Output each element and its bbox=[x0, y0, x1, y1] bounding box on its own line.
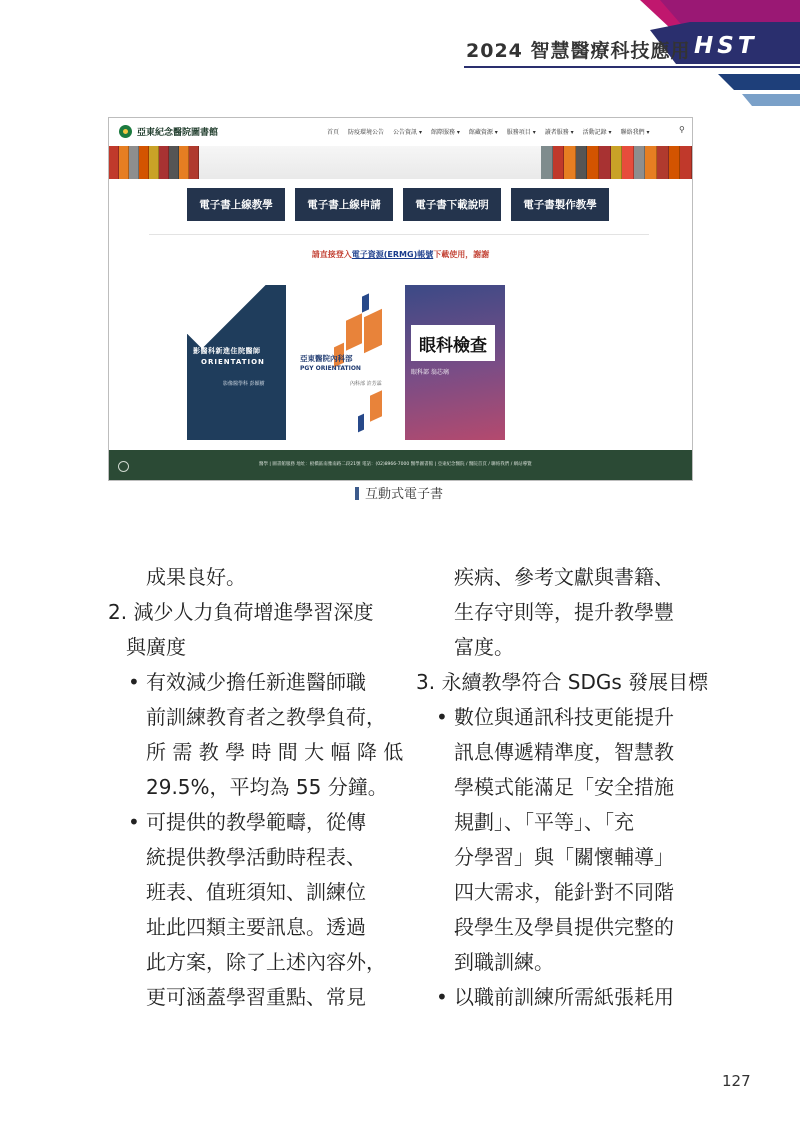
numbered-heading: 2. 減少人力負荷增進學習深度 bbox=[108, 600, 374, 624]
body-line: 成果良好。 bbox=[146, 565, 246, 589]
body-line: 富度。 bbox=[454, 635, 514, 659]
body-line: 班表、值班須知、訓練位 bbox=[146, 880, 366, 904]
numbered-heading: 3. 永續教學符合 SDGs 發展目標 bbox=[416, 670, 709, 694]
nav-item: 館藏資源 ▾ bbox=[468, 129, 498, 136]
nav-item: 讀者服務 ▾ bbox=[544, 129, 574, 136]
ebook-cover-radiology bbox=[187, 285, 286, 440]
hospital-logo-icon bbox=[119, 125, 132, 138]
body-line: 規劃」、「平等」、「充 bbox=[454, 810, 634, 834]
book-author: 眼科部 翁芯璃 bbox=[411, 369, 449, 376]
book-author: 內科部 許芳霖 bbox=[350, 381, 382, 387]
ebook-cover-ophthalmology bbox=[405, 285, 505, 440]
ebook-button-row bbox=[187, 188, 609, 221]
body-line: 學模式能滿足「安全措施 bbox=[454, 775, 674, 799]
bookshelf-banner-right bbox=[541, 146, 692, 179]
ebook-download-button: 電子書下載說明 bbox=[403, 188, 501, 221]
body-line: 前訓練教育者之教學負荷， bbox=[146, 705, 386, 729]
footer-logo-icon bbox=[118, 461, 129, 472]
banner-background bbox=[199, 146, 541, 179]
ebook-apply-button: 電子書上線申請 bbox=[295, 188, 393, 221]
nav-item: 服務項目 ▾ bbox=[506, 129, 536, 136]
body-line: 址此四類主要訊息。透過 bbox=[146, 915, 366, 939]
nav-item: 聯絡我們 ▾ bbox=[620, 129, 650, 136]
body-line: 到職訓練。 bbox=[454, 950, 554, 974]
caption-text: 互動式電子書 bbox=[365, 487, 444, 502]
book-subtitle: PGY ORIENTATION bbox=[300, 365, 361, 372]
nav-item: 活動記錄 ▾ bbox=[582, 129, 612, 136]
ebook-website-screenshot bbox=[108, 117, 693, 481]
nav-item: 館際服務 ▾ bbox=[430, 129, 460, 136]
body-line: 所 需 教 學 時 間 大 幅 降 低 bbox=[146, 740, 404, 764]
body-line: 四大需求，能針對不同階 bbox=[454, 880, 674, 904]
body-line: 疾病、參考文獻與書籍、 bbox=[454, 565, 674, 589]
header-rule bbox=[464, 66, 800, 68]
body-line: 此方案，除了上述內容外， bbox=[146, 950, 386, 974]
body-line: 29.5%，平均為 55 分鐘。 bbox=[146, 775, 388, 799]
body-line: 段學生及學員提供完整的 bbox=[454, 915, 674, 939]
brand-logo: HST bbox=[694, 33, 758, 59]
ebook-tutorial-button: 電子書上線教學 bbox=[187, 188, 285, 221]
notice-text: 下載使用，謝謝 bbox=[433, 250, 490, 259]
ebook-make-button: 電子書製作教學 bbox=[511, 188, 609, 221]
ebook-cover-internal-medicine bbox=[294, 285, 396, 440]
section-divider bbox=[149, 234, 649, 235]
bullet-line: 有效減少擔任新進醫師職 bbox=[146, 670, 366, 694]
book-title: 亞東醫院內科部 bbox=[300, 354, 353, 363]
site-footer bbox=[109, 450, 692, 480]
book-author: 影像醫學科 彭穎樹 bbox=[223, 381, 265, 387]
bullet-line: 數位與通訊科技更能提升 bbox=[454, 705, 674, 729]
bookshelf-banner-left bbox=[109, 146, 199, 179]
body-line: 統提供教學活動時程表、 bbox=[146, 845, 366, 869]
body-line: 更可涵蓋學習重點、常見 bbox=[146, 985, 366, 1009]
bullet-line: 以職前訓練所需紙張耗用 bbox=[454, 985, 674, 1009]
search-icon: ⚲ bbox=[679, 125, 685, 134]
nav-item: 防疫環境公告 bbox=[348, 129, 385, 136]
book-subtitle: ORIENTATION bbox=[201, 358, 265, 366]
library-name: 亞東紀念醫院圖書館 bbox=[137, 128, 219, 138]
numbered-heading-cont: 與廣度 bbox=[126, 635, 186, 659]
bullet-line: 可提供的教學範疇，從傳 bbox=[146, 810, 366, 834]
bullet-dot: • bbox=[128, 810, 140, 834]
footer-text: 醫學 | 圖書館服務 地址：板橋區南雅南路二段21號 電話：(02)8966-7000 醫學圖書館 | 亞東紀念醫院 / 醫院首頁 / 聯絡我們 / 網站導覽 bbox=[259, 462, 532, 467]
book-title: 眼科檢查 bbox=[411, 325, 495, 361]
figure-caption bbox=[355, 483, 443, 502]
book-title: 影醫科新進住院醫師 bbox=[193, 347, 261, 355]
nav-menu bbox=[327, 127, 649, 136]
page-number: 127 bbox=[722, 1072, 751, 1090]
ermg-link: 電子資源(ERMG)帳號 bbox=[351, 250, 434, 259]
bullet-dot: • bbox=[436, 705, 448, 729]
login-notice bbox=[109, 249, 692, 260]
caption-bar bbox=[355, 487, 359, 500]
running-header-title: 2024 智慧醫療科技應用 bbox=[466, 40, 691, 62]
body-line: 分學習」與「關懷輔導」 bbox=[454, 845, 674, 869]
site-nav-bar bbox=[109, 118, 692, 146]
body-line: 生存守則等，提升教學豐 bbox=[454, 600, 674, 624]
notice-text: 請直接登入 bbox=[311, 250, 352, 259]
nav-item: 首頁 bbox=[327, 129, 340, 136]
bullet-dot: • bbox=[436, 985, 448, 1009]
bullet-dot: • bbox=[128, 670, 140, 694]
body-line: 訊息傳遞精準度，智慧教 bbox=[454, 740, 674, 764]
nav-item: 公告資訊 ▾ bbox=[393, 129, 422, 136]
